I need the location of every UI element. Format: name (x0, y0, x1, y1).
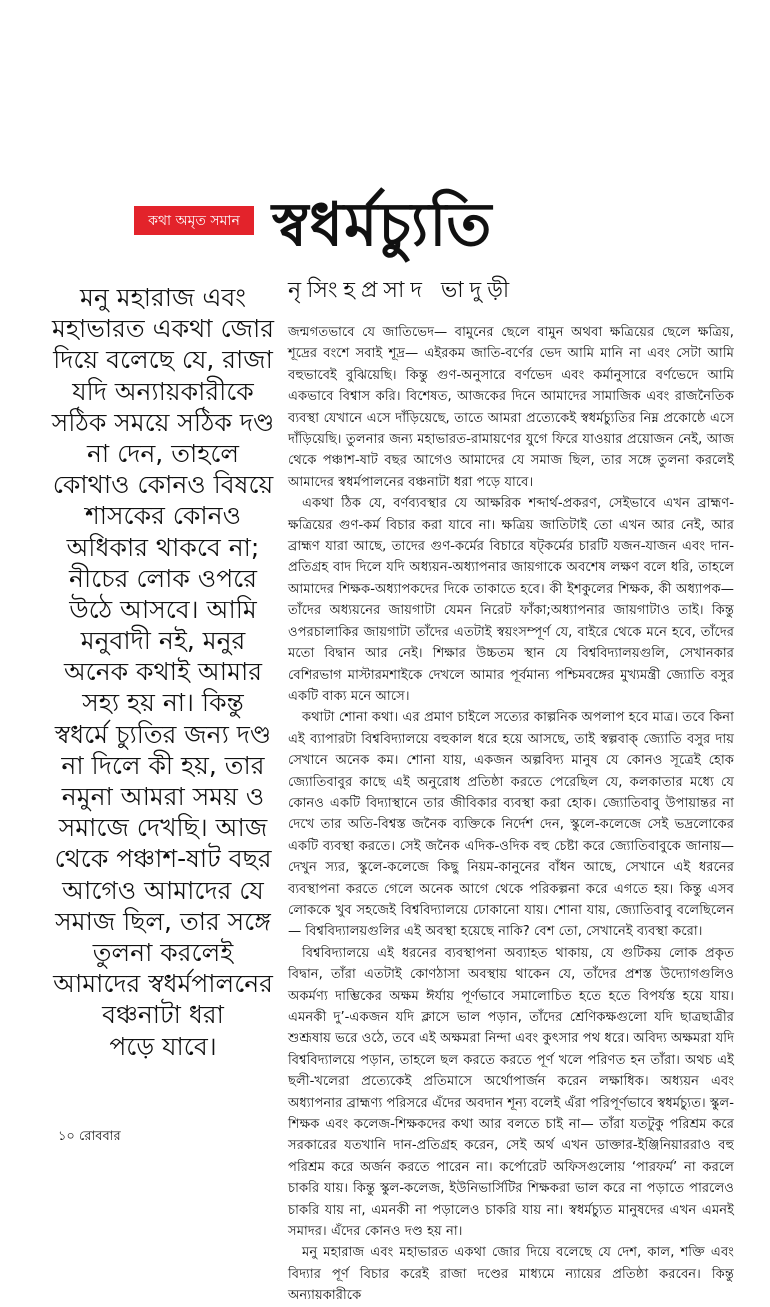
pull-quote-line: না দিলে কী হয়, তার (61, 750, 265, 780)
body-paragraph: কথাটা শোনা কথা। এর প্রমাণ চাইলে সত্যের কাল্পনিক অপলাপ হবে মাত্র। তবে কিনা এই ব্যাপারটা বিশ্ববিদ্যালয়ে বহুকাল ধরে হয়ে আসছে, তাই স্বল্পবাক্‌ জ্যোতি বসুর দায় সেখানে অনেক কম। শোনা যায়, একজন অল্পবিদ্য মানুষ যে কোনও সূত্রেই হোক জ্যোতিবাবুর কাছে এই অনুরোধ প্রতিষ্ঠা করতে পেরেছিল যে, কলকাতার মধ্যে যে কোনও একটি বিদ্যাস্থানে তার জীবিকার ব্যবস্থা করা হোক। জ্যোতিবাবু উপায়ান্তর না দেখে তার অতি-বিশ্বস্ত জনৈক ব্যক্তিকে নির্দেশ দেন, স্কুলে-কলেজে সেই ভদ্রলোকের একটি ব্যবস্থা করতে। সেই জনৈক এদিক-ওদিক বহু চেষ্টা করে জ্যোতিবাবুকে জানায়— দেখুন স্যর, স্কুলে-কলেজে কিছু নিয়ম-কানুনের বাঁধন আছে, সেখানে এই ধরনের ব্যবস্থাপনা করতে গেলে অনেক আগে থেকে পরিকল্পনা করে এগতে হয়। কিন্তু এসব লোককে খুব সহজেই বিশ্ববিদ্যালয়ে ঢোকানো যায়। শোনা যায়, জ্যোতিবাবু বলেছিলেন— বিশ্ববিদ্যালয়গুলির এই অবস্থা হয়েছে নাকি? বেশ তো, সেখানেই ব্যবস্থা করো। (288, 710, 734, 940)
body-paragraph: জন্মগতভাবে যে জাতিভেদ— বামুনের ছেলে বামুন অথবা ক্ষত্রিয়ের ছেলে ক্ষত্রিয়, শূদ্রের বংশে সবাই শূদ্র— এইরকম জাতি-বর্ণের ভেদ আমি মানি না এবং সেটা আমি বহুভাবেই বুঝিয়েছি। কিন্তু গুণ-অনুসারে বর্ণভেদ এবং কর্মানুসারে বর্ণভেদে আমি একভাবে বিশ্বাস করি। বিশেষত, আজকের দিনে আমাদের সামাজিক এবং রাজনৈতিক ব্যবস্থা যেখানে এসে দাঁড়িয়েছে, তাতে আমরা প্রত্যেকেই স্বধর্মচ্যুতির নিম্ন প্রকোষ্ঠে এসে দাঁড়িয়েছি। তুলনার জন্য মহাভারত-রামায়ণের যুগে ফিরে যাওয়ার প্রয়োজন নেই, আজ থেকে পঞ্চাশ-ষাট বছর আগেও আমাদের যে সমাজ ছিল, তার সঙ্গে তুলনা করলেই আমাদের স্বধর্মপালনের বঞ্চনাটা ধরা পড়ে যাবে। (288, 325, 734, 490)
pull-quote-line: সমাজ ছিল, তার সঙ্গে (55, 906, 271, 936)
pull-quote-line: উঠে আসবে। আমি (69, 594, 257, 624)
pull-quote-line: বঞ্চনাটা ধরা (102, 1000, 224, 1030)
pull-quote-line: নীচের লোক ওপরে (69, 563, 257, 593)
pull-quote-line: শাসকের কোনও (85, 501, 241, 531)
page-footer: ১০ রোববার (58, 1129, 121, 1144)
pull-quote-line: না দেন, তাহলে (86, 438, 240, 468)
body-paragraph: একথা ঠিক যে, বর্ণব্যবস্থার যে আক্ষরিক শব্দার্থ-প্রকরণ, সেইভাবে এখন ব্রাহ্মণ-ক্ষত্রিয়ের গুণ-কর্ম বিচার করা যাবে না। ক্ষত্রিয় জাতিটাই তো এখন আর নেই, আর ব্রাহ্মণ যারা আছে, তাদের গুণ-কর্মের বিচারে ষট্‌কর্মের চারটি যজন-যাজন এবং দান-প্রতিগ্রহ বাদ দিলে যদি অধ্যয়ন-অধ্যাপনার জায়গাকে অবশেষ লক্ষণ বলে ধরি, তাহলে আমাদের শিক্ষক-অধ্যাপকদের দিকে তাকাতে হবে। কী ইশকুলের শিক্ষক, কী অধ্যাপক— তাঁদের অধ্যয়নের জায়গাটা যেমন নিরেট ফাঁকা;অধ্যাপনার জায়গাটাও তাই। কিন্তু ওপরচালাকির জায়গাটা তাঁদের এতটাই স্বয়ংসম্পূর্ণ যে, বাইরে থেকে মনে হবে, তাঁদের মতো বিদ্বান আর নেই। শিক্ষার উচ্চতম স্থান যে বিশ্ববিদ্যালয়গুলি, সেখানকার বেশিরভাগ মাস্টারমশাইকে দেখলে আমার পূর্বমান্য পশ্চিমবঙ্গের মুখ্যমন্ত্রী জ্যোতি বসুর একটি বাক্য মনে আসে। (288, 496, 734, 704)
pull-quote-line: তুলনা করলেই (92, 937, 234, 967)
pull-quote-line: দিয়ে বলেছে যে, রাজা (53, 345, 273, 375)
pull-quote-line: পড়ে যাবে। (109, 1031, 217, 1061)
pull-quote-line: থেকে পঞ্চাশ-ষাট বছর (54, 844, 272, 874)
pull-quote-line: স্বধর্মে চ্যুতির জন্য দণ্ড (54, 719, 272, 749)
pull-quote-line: মনু মহারাজ এবং (79, 283, 247, 312)
pull-quote-line: আগেও আমাদের যে (62, 875, 264, 905)
pull-quote-line: কোথাও কোনও বিষয়ে (52, 470, 274, 500)
pull-quote-line: সহ্য হয় না। কিন্তু (82, 688, 244, 718)
body-paragraph: বিশ্ববিদ্যালয়ে এই ধরনের ব্যবস্থাপনা অব্যাহত থাকায়, যে গুটিকয় লোক প্রকৃত বিদ্বান, তাঁরা এতটাই কোণঠাসা অবস্থায় থাকেন যে, তাঁদের প্রশস্ত উদ্যোগগুলিও অকর্মণ্য দাম্ভিকের অক্ষম ঈর্যায় পূর্ণভাবে সমালোচিত হতে হতে বিপর্যস্ত হয়ে যায়। এমনকী দু’-একজন যদি ক্লাসে ভাল পড়ান, তাঁদের শ্রেণিকক্ষগুলো যদি ছাত্রছাত্রীর শুশ্রূষায় ভরে ওঠে, তবে এই অক্ষমরা নিন্দা এবং কুৎসার পথ ধরে। অবিদ্য অক্ষমরা যদি বিশ্ববিদ্যালয়ে পড়ান, তাহলে ছল করতে করতে পূর্ণ খলে পরিণত হন তাঁরা। অথচ এই ছলী-খলেরা প্রত্যেকেই প্রতিমাসে অর্থোপার্জন করেন লক্ষাধিক। অধ্যয়ন এবং অধ্যাপনার ব্রাহ্মণ্য পরিসরে এঁদের অবদান শূন্য বলেই এঁরা পরিপূর্ণভাবে স্বধর্মচ্যুত। স্কুল-শিক্ষক এবং কলেজ-শিক্ষকদের কথা আর বলতে চাই না— তাঁরা যতটুকু পরিশ্রম করে সরকারের যতখানি দান-প্রতিগ্রহ করেন, সেই অর্থ এখন ডাক্তার-ইঞ্জিনিয়াররাও বহু পরিশ্রম করে অর্জন করতে পারেন না। কর্পোরেট অফিসগুলোয় ‘পারফর্ম’ না করলে চাকরি যায়। কিন্তু স্কুল-কলেজ, ইউনিভার্সিটির শিক্ষকরা ভাল করে না পড়াতে পারলেও চাকরি যায় না, এমনকী না পড়ালেও চাকরি যায় না। স্বধর্মচ্যুত মানুষদের এখন এমনই সমাদর। এঁদের কোনও দণ্ড হয় না। (288, 945, 734, 1240)
body-paragraph: মনু মহারাজ এবং মহাভারত একথা জোর দিয়ে বলেছে যে দেশ, কাল, শক্তি এবং বিদ্যার পূর্ণ বিচার করেই রাজা দণ্ডের মাধ্যমে ন্যায়ের প্রতিষ্ঠা করবেন। কিন্তু অন্যায়কারীকে (288, 1245, 734, 1304)
pull-quote-line: সঠিক সময়ে সঠিক দণ্ড (51, 407, 275, 437)
author-name: নৃসিংহপ্রসাদ ভাদুড়ী (288, 278, 516, 303)
section-tag: কথা অমৃত সমান (134, 206, 254, 235)
pull-quote-line: অনেক কথাই আমার (64, 657, 262, 687)
pull-quote (50, 282, 276, 1062)
pull-quote-line: সমাজে দেখছি। আজ (58, 813, 268, 843)
pull-quote-line: আমাদের স্বধর্মপালনের (53, 969, 273, 999)
article-body (288, 322, 734, 1307)
pull-quote-line: মহাভারত একথা জোর (51, 314, 274, 344)
pull-quote-line: নমুনা আমরা সময় ও (61, 782, 265, 811)
pull-quote-line: অধিকার থাকবে না; (66, 532, 260, 562)
pull-quote-line: যদি অন্যায়কারীকে (72, 376, 254, 406)
pull-quote-line: মনুবাদী নই, মনুর (80, 626, 246, 656)
article-title: স্বধর্মচ্যুতি (272, 190, 493, 260)
